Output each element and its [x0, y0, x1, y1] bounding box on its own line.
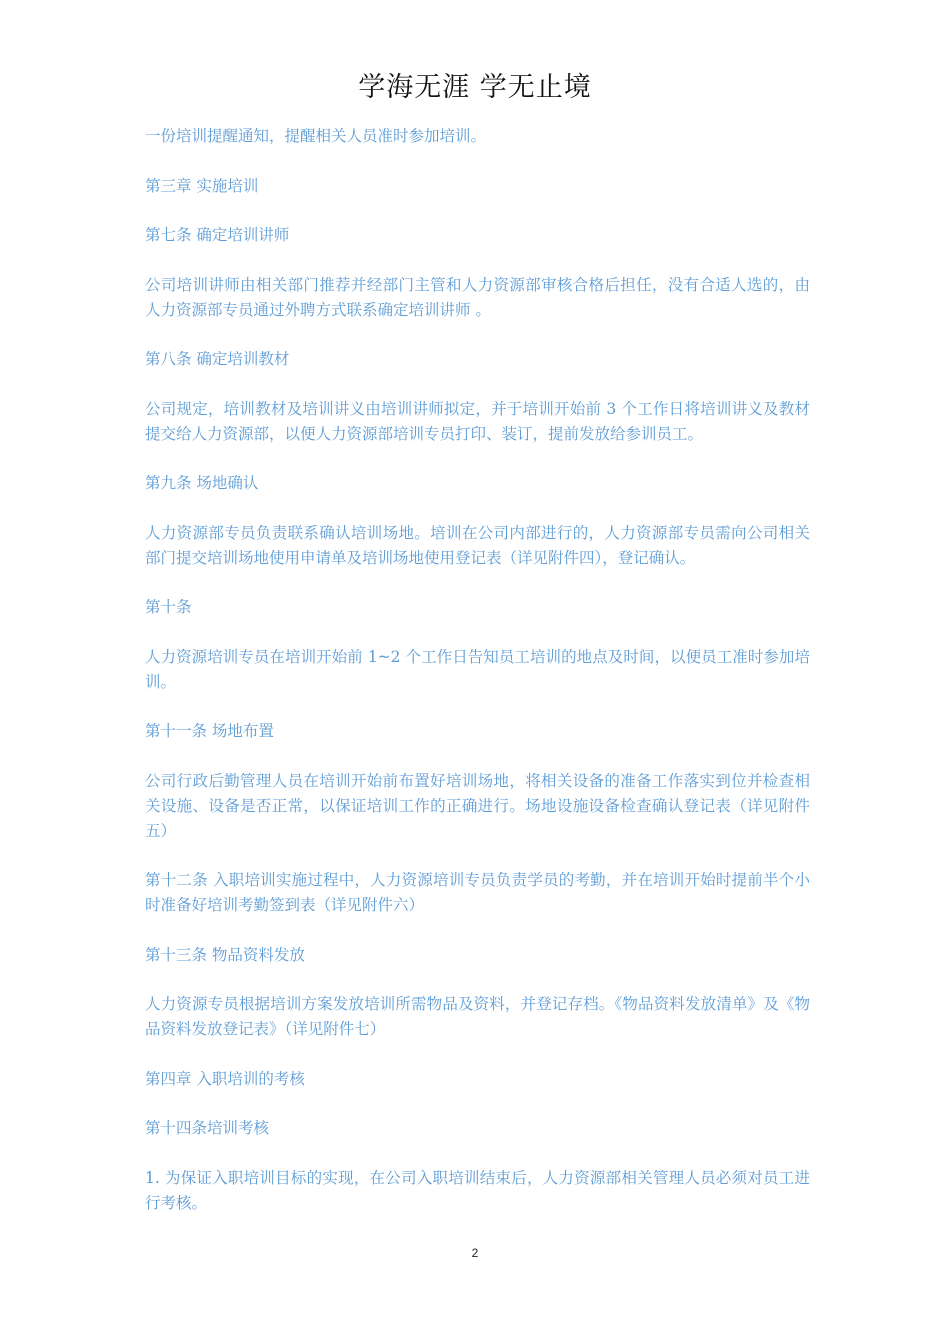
article-13-body: 人力资源专员根据培训方案发放培训所需物品及资料，并登记存档。《物品资料发放清单》及《物品资料发放登记表》（详见附件七）: [145, 995, 810, 1038]
article-9-body: 人力资源部专员负责联系确认培训场地。培训在公司内部进行的，人力资源部专员需向公司相关部门提交培训场地使用申请单及培训场地使用登记表（详见附件四），登记确认。: [145, 523, 810, 567]
article-13-heading: 第十三条 物品资料发放: [145, 945, 305, 964]
article-12-body: 第十二条 入职培训实施过程中，人力资源培训专员负责学员的考勤，并在培训开始时提前半个小时准备好培训考勤签到表（详见附件六）: [145, 871, 810, 914]
article-11-body: 公司行政后勤管理人员在培训开始前布置好培训场地，将相关设备的准备工作落实到位并检查相关设施、设备是否正常，以保证培训工作的正确进行。场地设施设备检查确认登记表（详见附件五）: [145, 771, 810, 840]
article-7-heading: 第七条 确定培训讲师: [145, 226, 290, 244]
article-14-item-1: 1. 为保证入职培训目标的实现，在公司入职培训结束后，人力资源部相关管理人员必须对员工进行考核。: [145, 1168, 810, 1212]
paragraph-training-reminder: 一份培训提醒通知，提醒相关人员准时参加培训。: [145, 127, 487, 145]
chapter-4-heading: 第四章 入职培训的考核: [145, 1069, 305, 1088]
article-10-heading: 第十条: [145, 598, 192, 616]
document-body: [145, 124, 810, 1240]
article-10-body: 人力资源培训专员在培训开始前 1~2 个工作日告知员工培训的地点及时间，以便员工准时参加培训。: [145, 647, 810, 691]
article-8-heading: 第八条 确定培训教材: [145, 350, 290, 368]
article-8-body: 公司规定，培训教材及培训讲义由培训讲师拟定，并于培训开始前 3 个工作日将培训讲义及教材提交给人力资源部，以便人力资源部培训专员打印、装订，提前发放给参训员工。: [145, 399, 810, 443]
chapter-3-heading: 第三章 实施培训: [145, 176, 259, 195]
article-9-heading: 第九条 场地确认: [145, 474, 259, 492]
page-header-title: 学海无涯 学无止境: [358, 72, 592, 103]
page-number: 2: [471, 1246, 479, 1260]
article-14-heading: 第十四条培训考核: [145, 1119, 270, 1137]
article-7-body: 公司培训讲师由相关部门推荐并经部门主管和人力资源部审核合格后担任，没有合适人选的，由人力资源部专员通过外聘方式联系确定培训讲师 。: [145, 275, 810, 319]
article-11-heading: 第十一条 场地布置: [145, 722, 274, 740]
